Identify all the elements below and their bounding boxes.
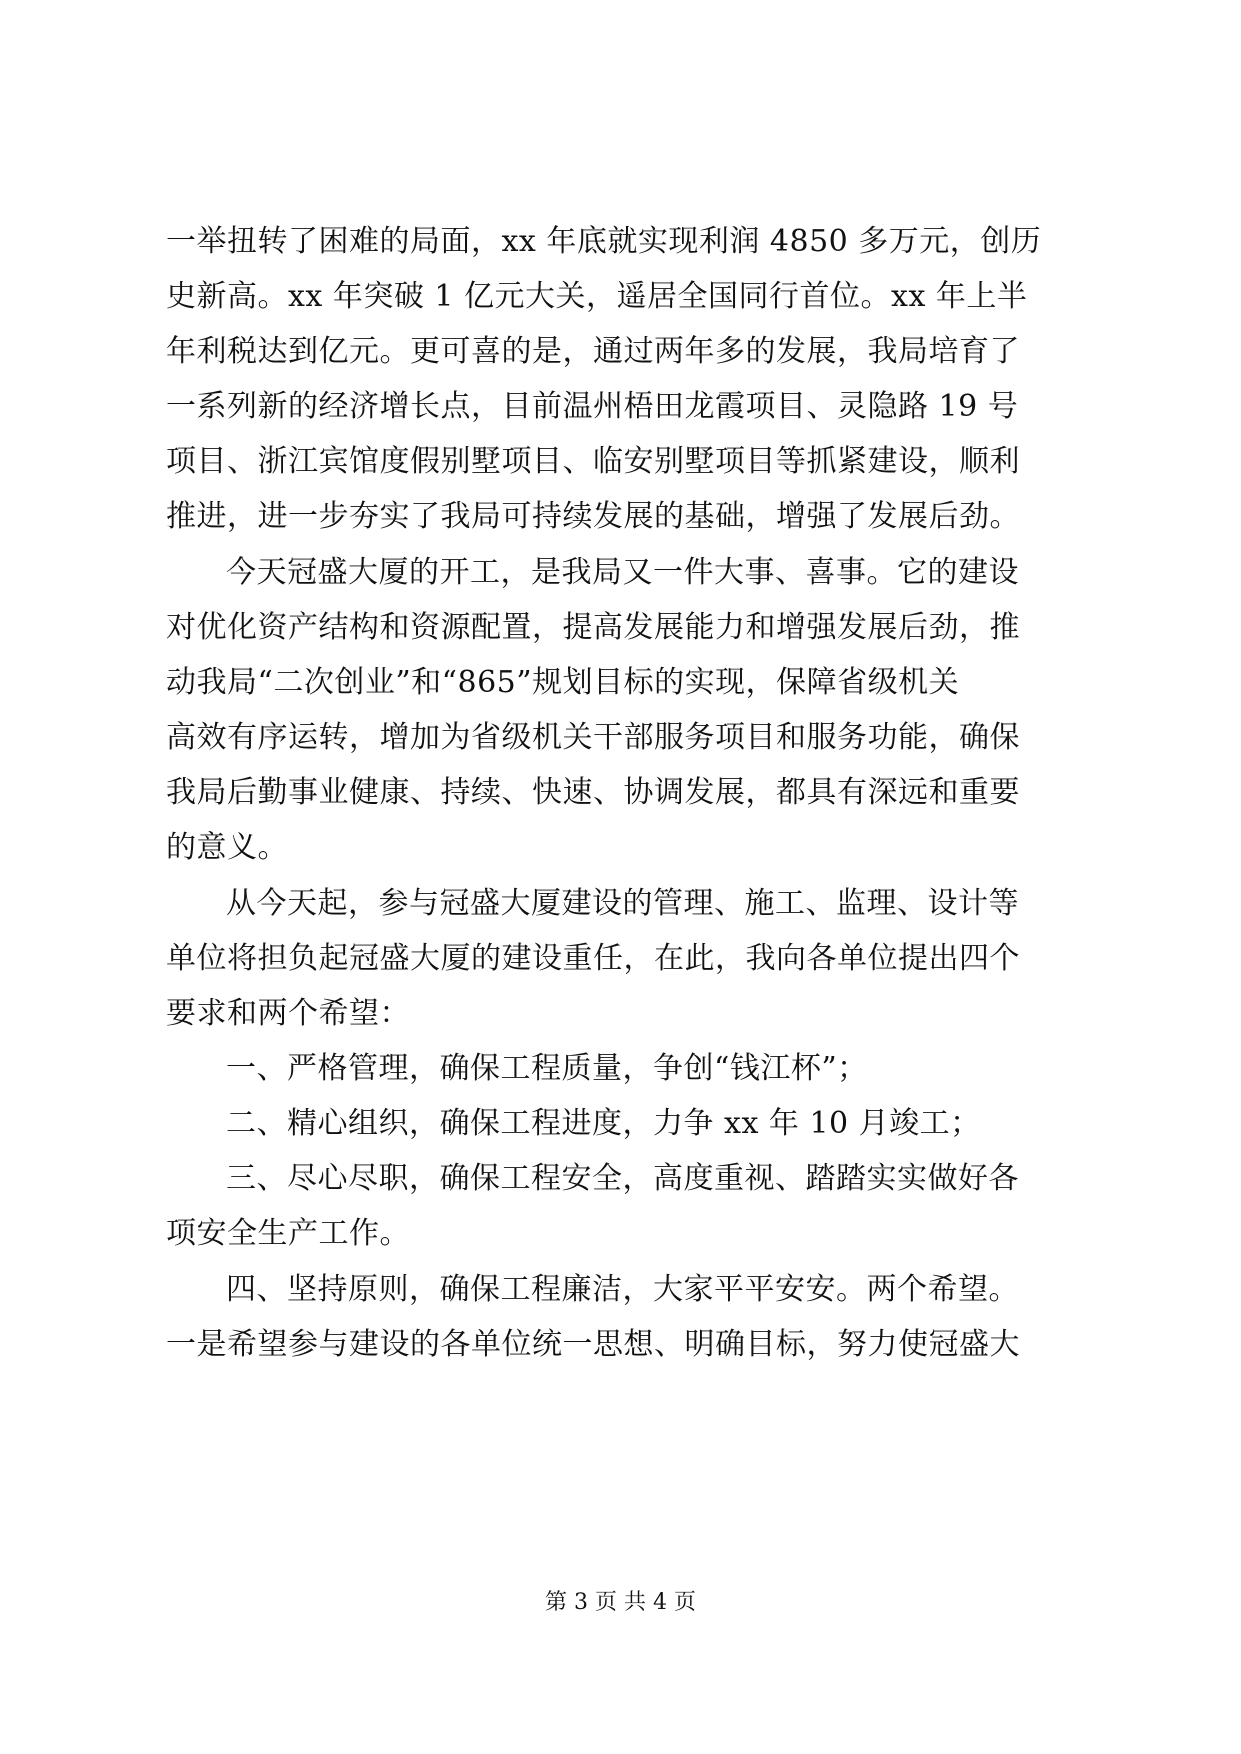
text-line: 年利税达到亿元。更可喜的是，通过两年多的发展，我局培育了 — [166, 334, 1020, 369]
text-line: 项安全生产工作。 — [166, 1216, 410, 1251]
text-line: 项目、浙江宾馆度假别墅项目、临安别墅项目等抓紧建设，顺利 — [166, 444, 1020, 479]
text-line: 一举扭转了困难的局面，xx 年底就实现利润 4850 多万元，创历 — [166, 224, 1042, 259]
paragraph-first-line: 从今天起，参与冠盛大厦建设的管理、施工、监理、设计等 — [226, 886, 1019, 921]
list-item-2: 二、精心组织，确保工程进度，力争 xx 年 10 月竣工； — [226, 1106, 981, 1141]
page-number-footer: 第 3 页 共 4 页 — [545, 1590, 696, 1615]
text-line: 一系列新的经济增长点，目前温州梧田龙霞项目、灵隐路 19 号 — [166, 389, 1019, 424]
text-line: 动我局“二次创业”和“865”规划目标的实现，保障省级机关 — [166, 665, 960, 700]
text-line: 对优化资产结构和资源配置，提高发展能力和增强发展后劲，推 — [166, 610, 1020, 645]
text-line: 高效有序运转，增加为省级机关干部服务项目和服务功能，确保 — [166, 720, 1020, 755]
text-line: 我局后勤事业健康、持续、快速、协调发展，都具有深远和重要 — [166, 775, 1020, 810]
text-line: 的意义。 — [166, 830, 288, 865]
text-line: 史新高。xx 年突破 1 亿元大关，遥居全国同行首位。xx 年上半 — [166, 279, 1028, 314]
paragraph-first-line: 今天冠盛大厦的开工，是我局又一件大事、喜事。它的建设 — [226, 555, 1019, 590]
text-line: 单位将担负起冠盛大厦的建设重任，在此，我向各单位提出四个 — [166, 941, 1020, 976]
list-item-3: 三、尽心尽职，确保工程安全，高度重视、踏踏实实做好各 — [226, 1161, 1019, 1196]
text-line: 推进，进一步夯实了我局可持续发展的基础，增强了发展后劲。 — [166, 499, 1020, 534]
list-item-1: 一、严格管理，确保工程质量，争创“钱江杯”； — [226, 1051, 868, 1086]
text-line: 一是希望参与建设的各单位统一思想、明确目标，努力使冠盛大 — [166, 1327, 1020, 1362]
list-item-4: 四、坚持原则，确保工程廉洁，大家平平安安。两个希望。 — [226, 1272, 1019, 1307]
text-line: 要求和两个希望： — [166, 996, 410, 1031]
